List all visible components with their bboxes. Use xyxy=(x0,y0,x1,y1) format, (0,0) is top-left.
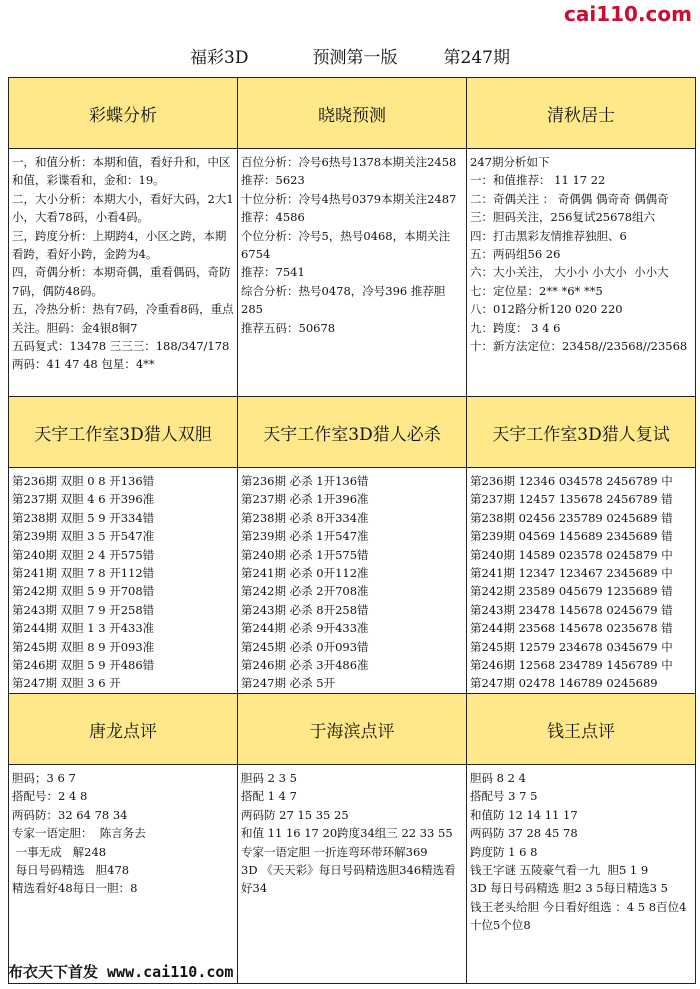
section-line: 第245期 双胆 8 9 开093准 xyxy=(12,639,155,654)
section-body-row xyxy=(9,149,695,397)
section-line: 搭配 1 4 7 xyxy=(241,789,297,804)
section-body xyxy=(467,468,695,693)
section-line: 第236期 必杀 1开136错 xyxy=(241,474,369,488)
section-body xyxy=(238,149,467,396)
section-line: 第238期 必杀 8开334准 xyxy=(241,510,369,525)
section-line: 搭配号：2 4 8 xyxy=(12,789,88,804)
edition-label: 预测第一版 xyxy=(312,47,398,68)
section-line: 胆码 2 3 5 xyxy=(241,771,297,785)
section-line: 第246期 12568 234789 1456789 中 xyxy=(470,658,673,673)
section-line: 七：定位星：2** *6* **5 xyxy=(470,283,603,298)
section-line: 四：打击黑彩友情推荐独胆、6 xyxy=(470,228,627,243)
section-line: 3D 《天天彩》每日号码精选胆346精选看好34 xyxy=(241,863,456,896)
section-body xyxy=(467,149,695,396)
section-line: 推荐五码：50678 xyxy=(241,320,336,335)
section-line: 第241期 12347 123467 2345689 中 xyxy=(470,566,673,581)
page-header xyxy=(0,36,700,74)
section-line: 第238期 双胆 5 9 开334错 xyxy=(12,510,155,525)
section-line: 二，大小分析：本期大小，看好大码，2大1小，大看78码，小看4码。 xyxy=(12,191,234,225)
section-title: 天宇工作室3D猎人必杀 xyxy=(238,397,467,467)
section-line: 胆码；3 6 7 xyxy=(12,771,76,785)
section-body-row xyxy=(9,765,695,983)
section-line: 五码复式：13478 三三三：188/347/178 两码：41 47 48 包星：4** xyxy=(12,339,233,372)
section-line: 第240期 双胆 2 4 开575错 xyxy=(12,547,155,562)
section-body xyxy=(238,468,467,693)
section-line: 和值 11 16 17 20跨度34组三 22 33 55 xyxy=(241,826,453,841)
section-body xyxy=(238,765,467,983)
section-line: 第239期 必杀 1开547准 xyxy=(241,529,369,544)
section-line: 每日号码精选 胆478 xyxy=(12,863,130,878)
prediction-grid xyxy=(8,77,696,984)
section-line: 第246期 双胆 5 9 开486错 xyxy=(12,658,155,673)
section-line: 第247期 双胆 3 6 开 xyxy=(12,676,121,691)
section-title: 钱王点评 xyxy=(547,721,615,742)
section-line: 第237期 双胆 4 6 开396准 xyxy=(12,492,155,507)
section-line: 钱王字谜 五陵豪气看一九 胆5 1 9 xyxy=(470,863,649,878)
section-line: 第242期 必杀 2开708准 xyxy=(241,584,369,599)
section-line: 九：跨度： 3 4 6 xyxy=(470,320,561,335)
section-line: 六：大小关注， 大小小 小大小 小小大 xyxy=(470,265,669,280)
section-title: 晓晓预测 xyxy=(238,78,467,148)
section-body-row xyxy=(9,468,695,694)
section-line: 第241期 必杀 0开112准 xyxy=(241,566,369,581)
section-line: 三：胆码关注，256复试25678组六 xyxy=(470,210,656,225)
section-line: 推荐：7541 xyxy=(241,265,305,280)
section-body xyxy=(9,765,238,983)
section-line: 十：新方法定位：23458//23568//23568 xyxy=(470,339,688,354)
section-line: 第239期 04569 145689 2345689 错 xyxy=(470,529,673,544)
section-line: 百位分析：冷号6热号1378本期关注2458 xyxy=(241,155,457,169)
section-line: 个位分析：冷号5，热号0468，本期关注6754 xyxy=(241,228,451,262)
section-line: 五：两码组56 26 xyxy=(470,247,561,262)
section-line: 两码防 27 15 35 25 xyxy=(241,807,349,822)
section-line: 第238期 02456 235789 0245689 错 xyxy=(470,510,673,525)
section-line: 跨度防 1 6 8 xyxy=(470,844,538,859)
section-line: 3D 每日号码精选 胆2 3 5每日精选3 5 xyxy=(470,881,668,896)
section-line: 第244期 双胆 1 3 开433准 xyxy=(12,621,155,636)
section-line: 第239期 双胆 3 5 开547准 xyxy=(12,529,155,544)
section-line: 第236期 双胆 0 8 开136错 xyxy=(12,474,155,488)
section-line: 第246期 必杀 3开486准 xyxy=(241,658,369,673)
section-line: 第242期 双胆 5 9 开708错 xyxy=(12,584,155,599)
section-line: 247期分析如下 xyxy=(470,155,550,169)
section-line: 十位分析：冷号4热号0379本期关注2487 xyxy=(241,191,457,206)
section-line: 专家一语定胆 一折连弯环带环解369 xyxy=(241,844,428,859)
section-line: 第237期 必杀 1开396准 xyxy=(241,492,369,507)
section-line: 精选看好48每日一胆：8 xyxy=(12,881,138,896)
section-line: 第243期 双胆 7 9 开258错 xyxy=(12,602,155,617)
section-title: 彩蝶分析 xyxy=(9,78,238,148)
section-header-row xyxy=(9,78,695,149)
section-header-row xyxy=(9,397,695,468)
section-line: 四，奇偶分析：本期奇偶，重看偶码，奇防7码，偶防48码。 xyxy=(12,265,231,298)
section-line: 第236期 12346 034578 2456789 中 xyxy=(470,474,673,488)
section-title: 唐龙点评 xyxy=(9,694,238,764)
section-line: 第241期 双胆 7 8 开112错 xyxy=(12,566,155,581)
period-label: 第247期 xyxy=(443,47,510,68)
section-line: 一：和值推荐： 11 17 22 xyxy=(470,173,606,188)
section-line: 第242期 23589 045679 1235689 错 xyxy=(470,584,673,599)
section-line: 第240期 必杀 1开575错 xyxy=(241,547,369,562)
footer-text: 布衣天下首发 www.cai110.com xyxy=(8,963,234,981)
section-body xyxy=(9,468,238,693)
section-line: 综合分析：热号0478，冷号396 推荐胆285 xyxy=(241,283,446,317)
section-line: 第243期 必杀 8开258错 xyxy=(241,602,369,617)
section-line: 两码防：32 64 78 34 xyxy=(12,807,128,822)
section-line: 一，和值分析：本期和值，看好升和，中区和值，彩谍看和，金和：19。 xyxy=(12,155,231,188)
lottery-name: 福彩3D xyxy=(190,47,249,68)
section-title: 于海滨点评 xyxy=(238,694,467,764)
section-line: 三，跨度分析：上期跨4，小区之跨，本期看跨，看好小跨，金跨为4。 xyxy=(12,228,227,262)
section-line: 胆码 8 2 4 xyxy=(470,771,526,785)
section-line: 五，冷热分析：热有7码，冷重看8码，重点关注。胆码：金4银8铜7 xyxy=(12,302,234,335)
section-header-row xyxy=(9,694,695,765)
section-title: 清秋居士 xyxy=(547,105,615,126)
section-line: 第247期 必杀 5开 xyxy=(241,676,336,691)
section-line: 一事无成 解248 xyxy=(12,844,107,859)
section-line: 两码防 37 28 45 78 xyxy=(470,826,578,841)
section-line: 第245期 必杀 0开093错 xyxy=(241,639,369,654)
section-line: 推荐：5623 xyxy=(241,173,305,188)
section-body xyxy=(9,149,238,396)
section-line: 推荐：4586 xyxy=(241,210,305,225)
section-line: 第243期 23478 145678 0245679 错 xyxy=(470,602,673,617)
site-logo: cai110.com xyxy=(564,2,692,26)
section-line: 八：012路分析120 020 220 xyxy=(470,302,623,317)
section-line: 专家一语定胆： 陈言务去 xyxy=(12,826,146,841)
section-line: 钱王老头给胆 今日看好组选 ：4 5 8百位4十位5个位8 xyxy=(470,899,687,933)
section-line: 第237期 12457 135678 2456789 错 xyxy=(470,492,673,507)
section-line: 第247期 02478 146789 0245689 xyxy=(470,676,658,691)
section-body xyxy=(467,765,695,983)
section-line: 第245期 12579 234678 0345679 中 xyxy=(470,639,673,654)
section-line: 第244期 必杀 9开433准 xyxy=(241,621,369,636)
section-line: 搭配号 3 7 5 xyxy=(470,789,538,804)
section-line: 第240期 14589 023578 0245879 中 xyxy=(470,547,673,562)
section-title: 天宇工作室3D猎人复试 xyxy=(492,424,670,445)
section-line: 第244期 23568 145678 0235678 错 xyxy=(470,621,673,636)
section-title: 天宇工作室3D猎人双胆 xyxy=(9,397,238,467)
section-line: 和值防 12 14 11 17 xyxy=(470,807,578,822)
section-line: 二：奇偶关注 ： 奇偶偶 偶奇奇 偶偶奇 xyxy=(470,191,669,206)
